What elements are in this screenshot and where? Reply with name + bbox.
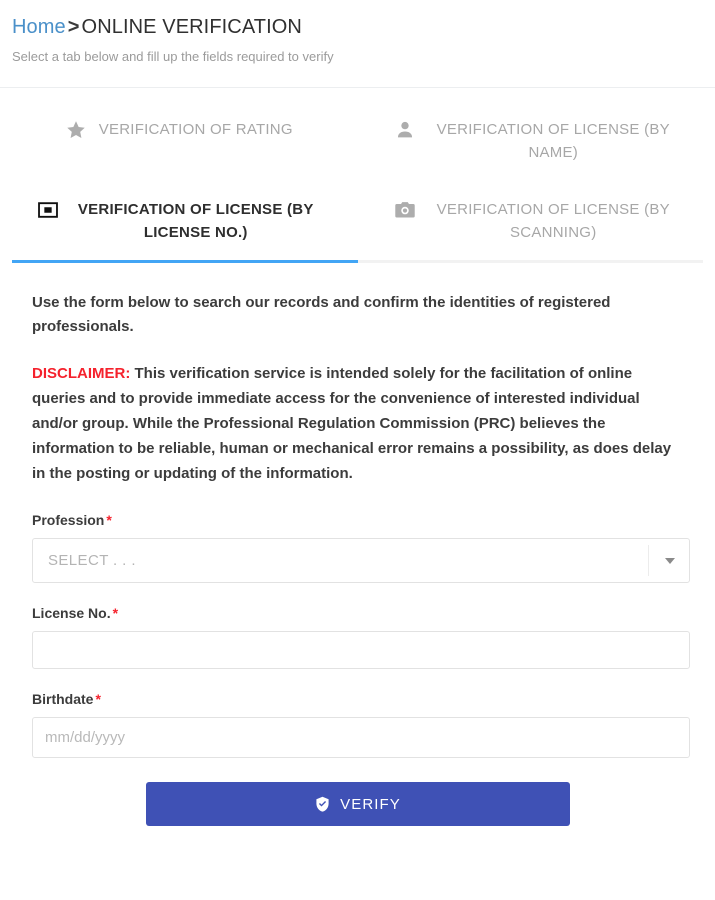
tabs-underline	[12, 260, 703, 263]
breadcrumb	[12, 14, 703, 40]
profession-label-text: Profession	[32, 512, 105, 528]
birthdate-input[interactable]	[32, 717, 690, 758]
person-icon	[394, 119, 416, 141]
required-asterisk: *	[106, 512, 112, 528]
verify-button-label: VERIFY	[340, 795, 401, 813]
field-birthdate	[32, 689, 690, 758]
required-asterisk: *	[95, 691, 101, 707]
birthdate-label-text: Birthdate	[32, 691, 94, 707]
verification-tabs	[0, 88, 715, 263]
tab-verification-of-rating[interactable]	[0, 100, 358, 180]
license-no-label-text: License No.	[32, 605, 111, 621]
tab-verification-of-license-by-license-no[interactable]	[0, 180, 358, 260]
submit-row	[32, 782, 690, 826]
verification-form-section	[0, 263, 715, 826]
license-no-input[interactable]	[32, 631, 690, 669]
camera-icon	[394, 199, 416, 221]
tabs-active-indicator	[12, 260, 358, 263]
required-asterisk: *	[112, 605, 119, 621]
tab-verification-of-license-by-scanning[interactable]	[358, 180, 715, 260]
chevron-down-icon	[665, 558, 675, 564]
tab-verification-of-license-by-name[interactable]	[358, 100, 715, 180]
page-header	[0, 0, 715, 88]
birthdate-label	[32, 689, 690, 709]
tab-label: VERIFICATION OF LICENSE (BY NAME)	[436, 121, 670, 161]
id-card-icon	[37, 199, 59, 221]
lead-paragraph: Use the form below to search our records and confirm the identities of registered professionals.	[32, 294, 611, 335]
license-no-label	[32, 603, 690, 623]
page-title: ONLINE VERIFICATION	[81, 16, 302, 38]
verify-button[interactable]	[146, 782, 570, 826]
select-divider	[648, 545, 649, 576]
field-profession	[32, 510, 690, 583]
disclaimer-heading: DISCLAIMER:	[32, 365, 131, 382]
tab-label: VERIFICATION OF LICENSE (BY SCANNING)	[436, 201, 670, 241]
profession-select[interactable]	[32, 538, 690, 583]
tab-label: VERIFICATION OF RATING	[98, 121, 293, 138]
breadcrumb-separator: >	[67, 16, 80, 38]
profession-label	[32, 510, 690, 530]
shield-check-icon	[314, 795, 331, 813]
profession-select-value: SELECT . . .	[48, 552, 136, 569]
disclaimer-body-text: This verification service is intended solely for the facilitation of online queries and to provide immediate access for the convenience of interested individual and/or group. While the Professional Regulation Commission (PRC) believes the information to be reliable, human or mechanical error remains a possibility, as does delay in the posting or updating of the information.	[32, 365, 672, 482]
field-license-no	[32, 603, 690, 669]
disclaimer-paragraph	[32, 361, 684, 486]
star-icon	[65, 119, 87, 141]
page-subtitle: Select a tab below and fill up the fields required to verify	[12, 49, 334, 64]
tab-label: VERIFICATION OF LICENSE (BY LICENSE NO.)	[77, 201, 314, 241]
breadcrumb-home-link[interactable]: Home	[12, 16, 66, 38]
verification-form	[32, 510, 690, 826]
